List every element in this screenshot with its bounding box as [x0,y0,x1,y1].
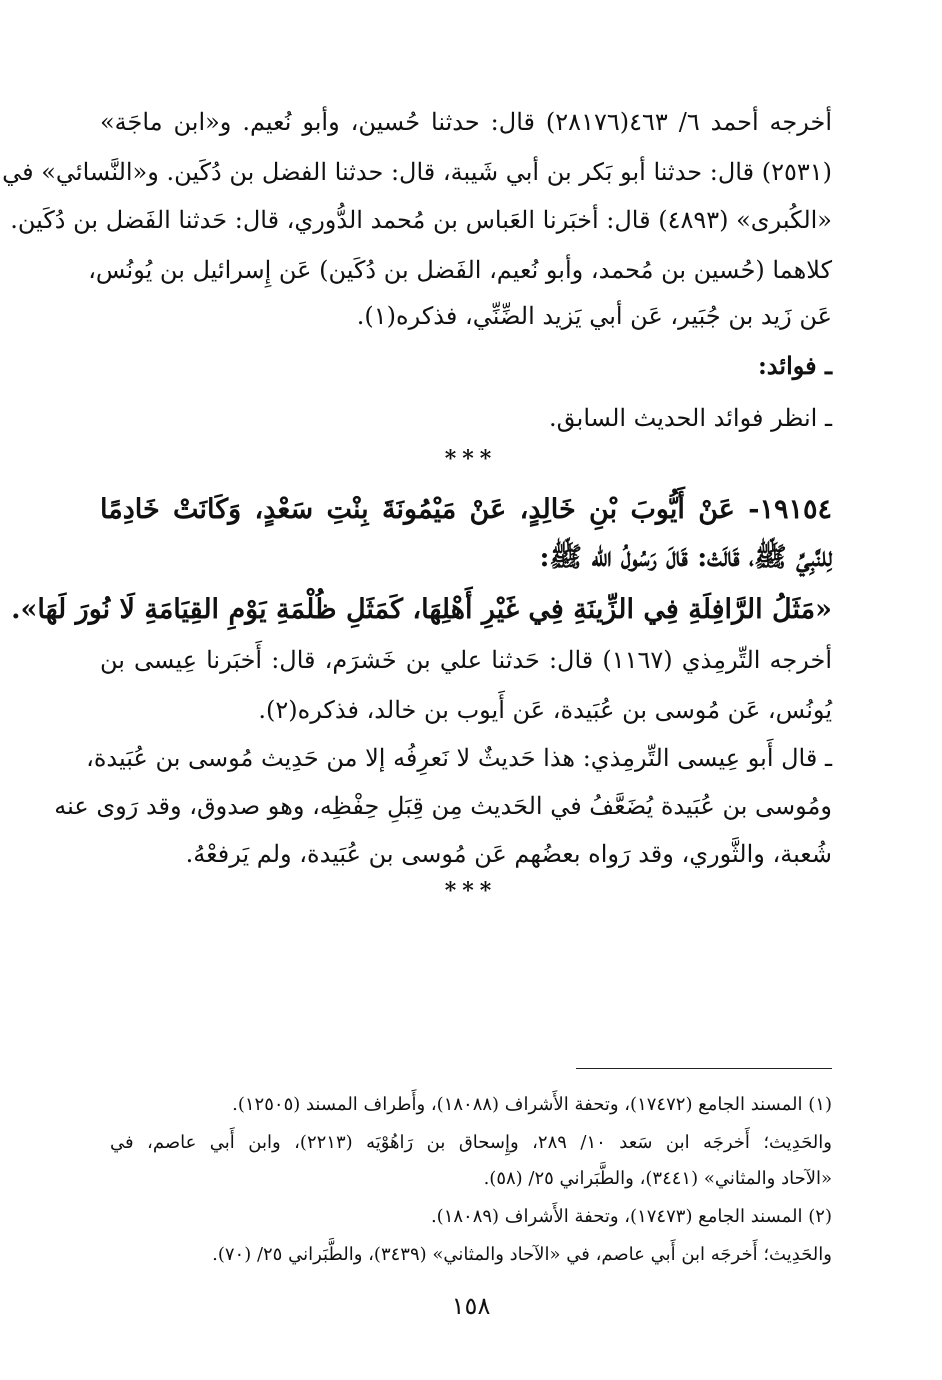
comment-line-2: ومُوسى بن عُبَيدة يُضَعَّفُ في الحَديث مِن قِبَلِ حِفْظِه، وهو صدوق، وقد رَوى عنه [54,792,832,820]
page-number: ١٥٨ [451,1292,491,1320]
chain-line-2: عَن زَيد بن جُبَير، عَن أبي يَزيد الضِّنِّي، فذكره(١). [356,302,832,330]
chain-line-1: كلاهما (حُسين بن مُحمد، وأبو نُعيم، الفَضل بن دُكَين) عَن إِسرائيل بن يُونُس، [88,256,832,284]
footnote-line: والحَدِيث؛ أَخرجَه ابن سَعد ١٠/ ٢٨٩، وإِسحاق بن رَاهُوْيَه (٢٢١٣)، وابن أَبي عاصم، في [110,1132,832,1153]
takhrij2-line-2: يُونُس، عَن مُوسى بن عُبَيدة، عَن أَيوب بن خالد، فذكره(٢). [258,696,832,724]
footnote-divider [576,1068,832,1069]
hadith-matn: «مَثَلُ الرَّافِلَةِ فِي الزِّينَةِ فِي غَيْرِ أَهْلِهَا، كَمَثَلِ ظُلْمَةِ يَوْمِ القِيَامَةِ لَا نُورَ لَهَا». [11,594,832,625]
section-separator: *** [444,446,498,472]
takhrij-line-3: «الكُبرى» (٤٨٩٣) قال: أخبَرنا العَباس بن مُحمد الدُّوري، قال: حَدثنا الفَضل بن دُكَين. [10,206,832,234]
hadith-line-2: لِلنَّبِيِّ ﷺ، قَالَتْ: قَالَ رَسُولُ الله ﷺ: [539,542,832,573]
fawaid-heading: ـ فوائد: [757,351,832,380]
footnote-line: (٢) المسند الجامع (١٧٤٧٣)، وتحفة الأَشراف (١٨٠٨٩). [430,1206,832,1227]
hadith-line-1: ١٩١٥٤- عَنْ أَيُّوبَ بْنِ خَالِدٍ، عَنْ مَيْمُونَةَ بِنْتِ سَعْدٍ، وَكَانَتْ خَادِمًا [100,494,832,525]
fawaid-text: ـ انظر فوائد الحديث السابق. [549,404,832,432]
takhrij-line-1: أخرجه أحمد ٦/ ٤٦٣(٢٨١٧٦) قال: حدثنا حُسين، وأبو نُعيم. و«ابن ماجَة» [100,108,832,136]
takhrij2-line-1: أخرجه التِّرمِذي (١١٦٧) قال: حَدثنا علي بن خَشرَم، قال: أَخبَرنا عِيسى بن [100,646,833,674]
footnote-line: والحَدِيث؛ أَخرجَه ابن أَبي عاصم، في «الآحاد والمثاني» (٣٤٣٩)، والطَّبَراني ٢٥/ (٧٠). [212,1244,832,1265]
takhrij-line-2: (٢٥٣١) قال: حدثنا أبو بَكر بن أبي شَيبة، قال: حدثنا الفضل بن دُكَين. و«النَّسائي» في [2,158,832,186]
footnote-line: «الآحاد والمثاني» (٣٤٤١)، والطَّبَراني ٢٥/ (٥٨). [483,1168,832,1189]
comment-line-1: ـ قال أَبو عِيسى التِّرمِذي: هذا حَديثٌ لا نَعرِفُه إلا من حَدِيث مُوسى بن عُبَيدة، [86,744,832,772]
section-separator: *** [444,878,498,904]
comment-line-3: شُعبة، والثَّوري، وقد رَواه بعضُهم عَن مُوسى بن عُبَيدة، ولم يَرفعْهُ. [185,840,832,868]
footnote-line: (١) المسند الجامع (١٧٤٧٢)، وتحفة الأَشراف (١٨٠٨٨)، وأَطراف المسند (١٢٥٠٥). [232,1094,832,1115]
